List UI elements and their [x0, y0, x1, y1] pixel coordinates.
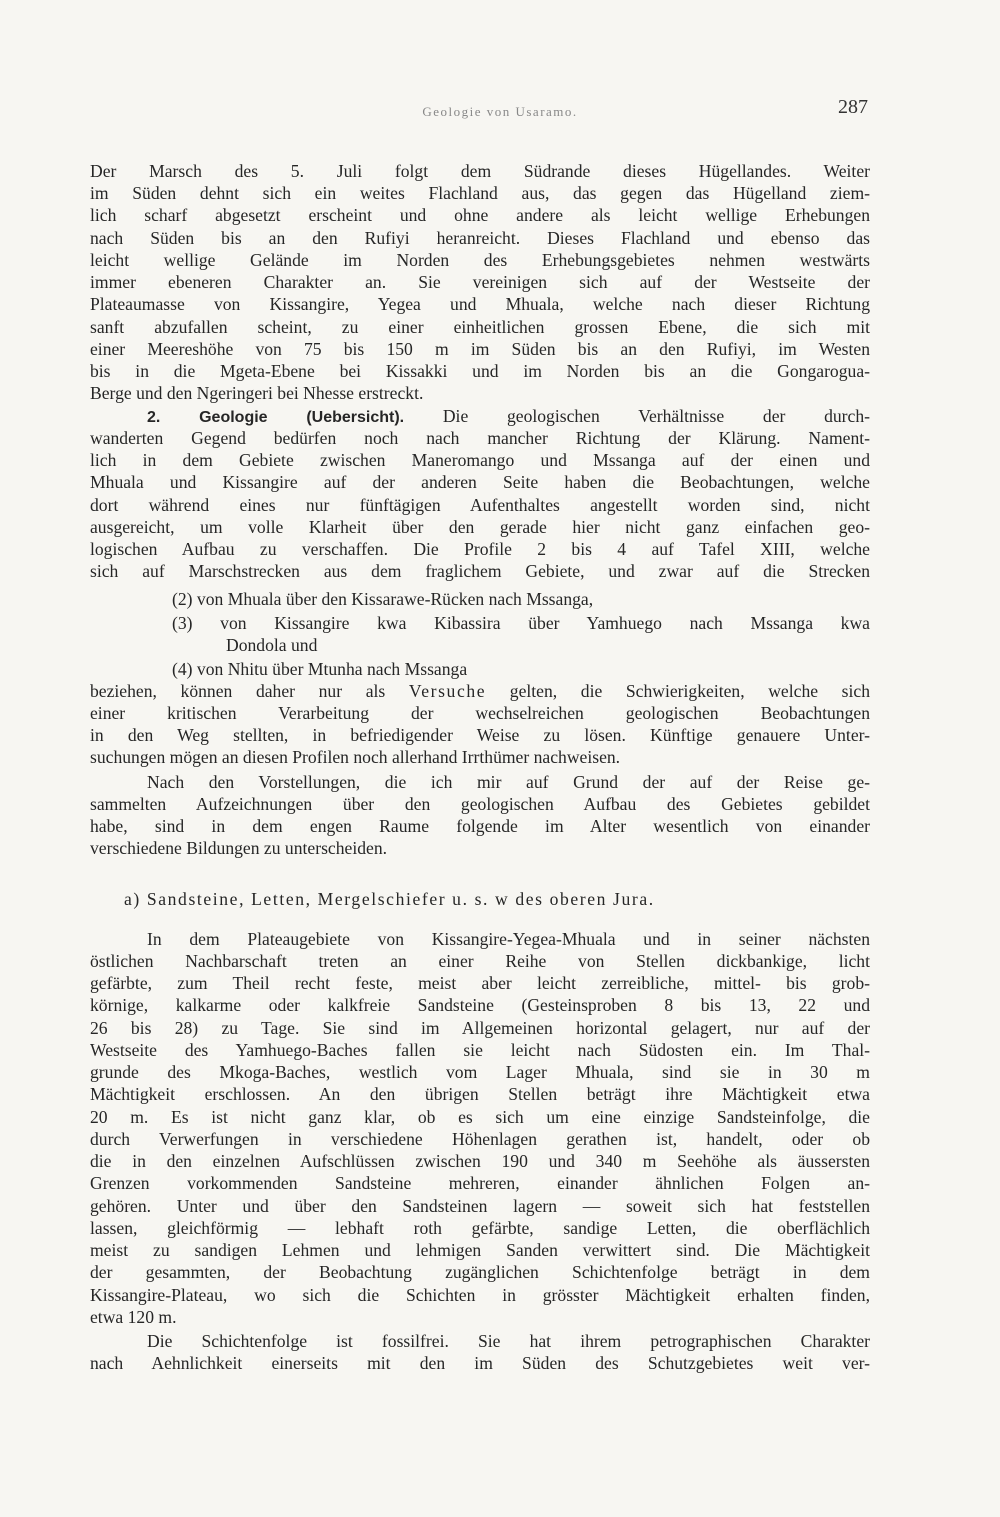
emphasis-span: Versuche	[408, 681, 487, 701]
text-line: Plateaumasse von Kissangire, Yegea und Mhuala, welche nach dieser Richtung	[90, 294, 870, 314]
text-line: meist zu sandigen Lehmen und lehmigen Sanden verwittert sind. Die Mächtigkeit	[90, 1240, 870, 1260]
list-item-continuation: Dondola und	[226, 635, 318, 655]
text-line: immer ebeneren Charakter an. Sie vereinigen sich auf der Westseite der	[90, 272, 870, 292]
text-line: lich scharf abgesetzt erscheint und ohne andere als leicht wellige Erhebungen	[90, 205, 870, 225]
text-line: im Süden dehnt sich ein weites Flachland aus, das gegen das Hügelland ziem-	[90, 183, 870, 203]
text-line: Nach den Vorstellungen, die ich mir auf Grund der auf der Reise ge-	[147, 772, 870, 792]
text-line: einer Meereshöhe von 75 bis 150 m im Süden bis an den Rufiyi, im Westen	[90, 339, 870, 359]
text-line: die in den einzelnen Aufschlüssen zwischen 190 und 340 m Seehöhe als äussersten	[90, 1151, 870, 1171]
text-line: Grenzen vorkommenden Sandsteine mehreren, einander ähnlichen Folgen an-	[90, 1173, 870, 1193]
text-line: gefärbte, zum Theil recht feste, meist aber leicht zerreibliche, mittel- bis grob-	[90, 973, 870, 993]
list-item: (3) von Kissangire kwa Kibassira über Yamhuego nach Mssanga kwa	[172, 613, 870, 633]
text-line: einer kritischen Verarbeitung der wechselreichen geologischen Beobachtungen	[90, 703, 870, 723]
text-line: ausgereicht, um volle Klarheit über den gerade hier nicht ganz einfachen geo-	[90, 517, 870, 537]
text-line: grunde des Mkoga-Baches, westlich vom Lager Mhuala, sind sie in 30 m	[90, 1062, 870, 1082]
text-line: habe, sind in dem engen Raume folgende im Alter wesentlich von einander	[90, 816, 870, 836]
text-line: sich auf Marschstrecken aus dem fraglichem Gebiete, und zwar auf die Strecken	[90, 561, 870, 581]
text-line: sammelten Aufzeichnungen über den geologischen Aufbau des Gebietes gebildet	[90, 794, 870, 814]
text-span: Die geologischen Verhältnisse der durch-	[442, 406, 870, 426]
text-line: Berge und den Ngeringeri bei Nhesse erstreckt.	[90, 383, 424, 403]
text-line: nach Süden bis an den Rufiyi heranreicht. Dieses Flachland und ebenso das	[90, 228, 870, 248]
text-line: suchungen mögen an diesen Profilen noch allerhand Irrthümer nachweisen.	[90, 747, 621, 767]
text-line: 20 m. Es ist nicht ganz klar, ob es sich um eine einzige Sandsteinfolge, die	[90, 1107, 870, 1127]
text-line: Mächtigkeit erschlossen. An den übrigen Stellen beträgt ihre Mächtigkeit etwa	[90, 1084, 870, 1104]
section-heading: 2. Geologie (Uebersicht).	[147, 409, 405, 426]
text-line: logischen Aufbau zu verschaffen. Die Profile 2 bis 4 auf Tafel XIII, welche	[90, 539, 870, 559]
text-line: leicht wellige Gelände im Norden des Erhebungsgebietes nehmen westwärts	[90, 250, 870, 270]
text-line: bis in die Mgeta-Ebene bei Kissakki und im Norden bis an die Gongarogua-	[90, 361, 870, 381]
subsection-heading: a) Sandsteine, Letten, Mergelschiefer u. s. w des oberen Jura.	[124, 889, 655, 909]
text-line: körnige, kalkarme oder kalkfreie Sandsteine (Gesteinsproben 8 bis 13, 22 und	[90, 995, 870, 1015]
page-number: 287	[838, 96, 868, 118]
text-line: Westseite des Yamhuego-Baches fallen sie leicht nach Südosten ein. Im Thal-	[90, 1040, 870, 1060]
geology-heading-line	[147, 405, 870, 427]
text-span: beziehen, können daher nur als	[90, 681, 386, 701]
text-line: lassen, gleichförmig — lebhaft roth gefärbte, sandige Letten, die oberflächlich	[90, 1218, 870, 1238]
text-line: verschiedene Bildungen zu unterscheiden.	[90, 838, 388, 858]
text-line: in den Weg stellten, in befriedigender Weise zu lösen. Künftige genauere Unter-	[90, 725, 870, 745]
text-line: durch Verwerfungen in verschiedene Höhenlagen gerathen ist, handelt, oder ob	[90, 1129, 870, 1149]
text-line: der gesammten, der Beobachtung zugänglichen Schichtenfolge beträgt in dem	[90, 1262, 870, 1282]
text-line: gehören. Unter und über den Sandsteinen lagern — soweit sich hat feststellen	[90, 1196, 870, 1216]
text-line: östlichen Nachbarschaft treten an einer Reihe von Stellen dickbankige, licht	[90, 951, 870, 971]
text-line	[90, 680, 870, 702]
running-title: Geologie von Usaramo.	[422, 104, 578, 119]
text-line: Mhuala und Kissangire auf der anderen Seite haben die Beobachtungen, welche	[90, 472, 870, 492]
list-item: (2) von Mhuala über den Kissarawe-Rücken nach Mssanga,	[172, 589, 594, 609]
text-line: In dem Plateaugebiete von Kissangire-Yegea-Mhuala und in seiner nächsten	[147, 929, 870, 949]
text-line: 26 bis 28) zu Tage. Sie sind im Allgemeinen horizontal gelagert, nur auf der	[90, 1018, 870, 1038]
text-line: nach Aehnlichkeit einerseits mit den im Süden des Schutzgebietes weit ver-	[90, 1353, 870, 1373]
text-line: etwa 120 m.	[90, 1307, 177, 1327]
list-item: (4) von Nhitu über Mtunha nach Mssanga	[172, 659, 468, 679]
text-line: dort während eines nur fünftägigen Aufenthaltes angestellt worden sind, nicht	[90, 495, 870, 515]
text-line: Der Marsch des 5. Juli folgt dem Südrande dieses Hügellandes. Weiter	[90, 161, 870, 181]
text-line: sanft abzufallen scheint, zu einer einheitlichen grossen Ebene, die sich mit	[90, 317, 870, 337]
text-span: gelten, die Schwierigkeiten, welche sich	[509, 681, 871, 701]
text-line: lich in dem Gebiete zwischen Maneromango und Mssanga auf der einen und	[90, 450, 870, 470]
text-line: Die Schichtenfolge ist fossilfrei. Sie hat ihrem petrographischen Charakter	[147, 1331, 870, 1351]
text-line: wanderten Gegend bedürfen noch nach mancher Richtung der Klärung. Nament-	[90, 428, 870, 448]
text-line: Kissangire-Plateau, wo sich die Schichten in grösster Mächtigkeit erhalten finden,	[90, 1285, 870, 1305]
